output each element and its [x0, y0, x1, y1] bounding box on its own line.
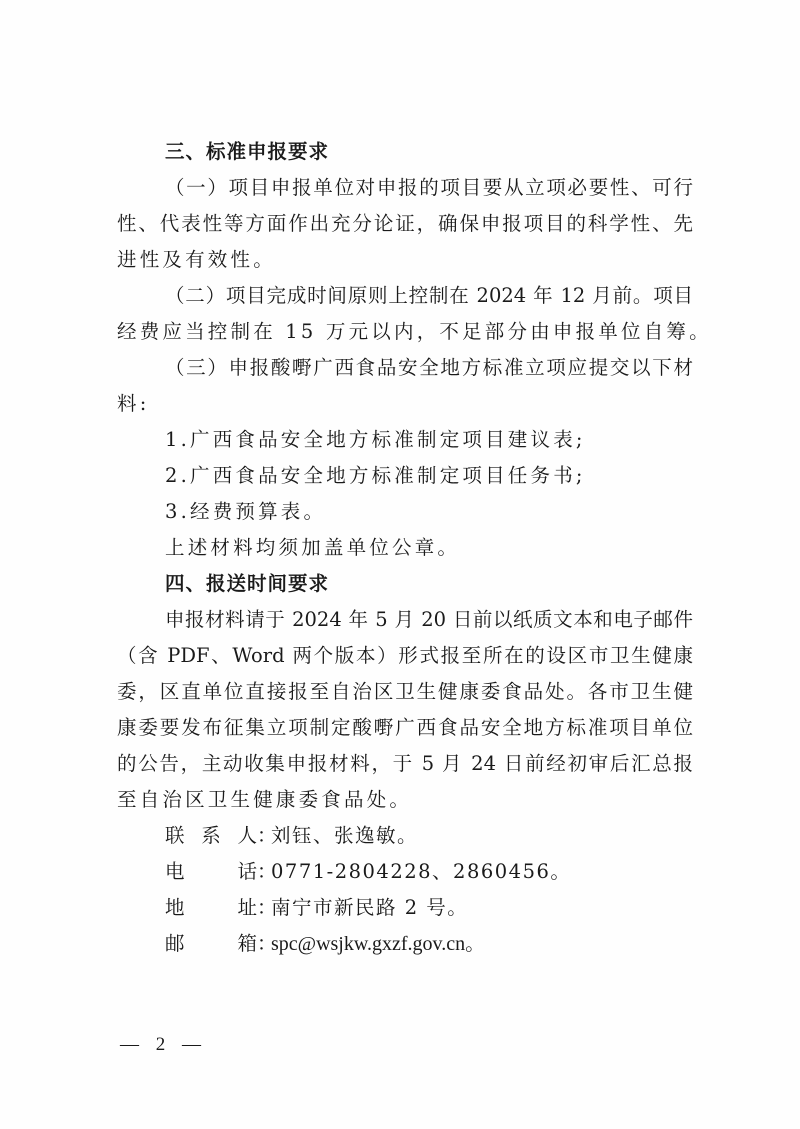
contact-phone-value: 0771-2804228、2860456。	[271, 860, 572, 883]
paragraph-line: 料:	[117, 392, 150, 415]
contact-person-label: 联系人	[165, 824, 257, 847]
seal-note: 上述材料均须加盖单位公章。	[165, 536, 461, 559]
contact-email	[165, 926, 485, 962]
paragraph-line: 性、代表性等方面作出充分论证，确保申报项目的科学性、先	[117, 212, 693, 235]
contact-phone	[165, 854, 571, 890]
paragraph-line: 经费应当控制在 15 万元以内，不足部分由申报单位自筹。	[117, 320, 712, 343]
paragraph-line: （一）项目申报单位对申报的项目要从立项必要性、可行	[165, 176, 693, 199]
page-number: — 2 —	[120, 1034, 207, 1055]
paragraph-line: 康委要发布征集立项制定酸嘢广西食品安全地方标准项目单位	[117, 716, 693, 739]
colon: ：	[257, 860, 277, 883]
contact-email-label: 邮 箱	[165, 932, 257, 955]
paragraph-line: 至自治区卫生健康委食品处。	[117, 788, 413, 811]
paragraph-line: 的公告，主动收集申报材料，于 5 月 24 日前经初审后汇总报	[117, 752, 693, 775]
section-heading-3: 三、标准申报要求	[165, 140, 330, 163]
contact-address-label: 地 址	[165, 896, 257, 919]
colon: ：	[257, 896, 277, 919]
paragraph-line: 申报材料请于 2024 年 5 月 20 日前以纸质文本和电子邮件	[165, 608, 693, 631]
material-item: 3.经费预算表。	[165, 500, 327, 523]
contact-person	[165, 818, 418, 854]
paragraph-line: （含 PDF、Word 两个版本）形式报至所在的设区市卫生健康	[117, 644, 693, 667]
paragraph-line: （二）项目完成时间原则上控制在 2024 年 12 月前。项目	[165, 284, 693, 307]
section-heading-4: 四、报送时间要求	[165, 572, 330, 595]
colon: ：	[257, 932, 277, 955]
material-item: 2.广西食品安全地方标准制定项目任务书;	[165, 464, 586, 487]
contact-address-value: 南宁市新民路 2 号。	[271, 896, 469, 919]
material-item: 1.广西食品安全地方标准制定项目建议表;	[165, 428, 586, 451]
paragraph-line: 进性及有效性。	[117, 248, 276, 271]
contact-address	[165, 890, 468, 926]
contact-person-value: 刘钰、张逸敏。	[271, 824, 419, 847]
colon: ：	[257, 824, 277, 847]
contact-email-value: spc@wsjkw.gxzf.gov.cn。	[271, 933, 486, 955]
paragraph-line: 委，区直单位直接报至自治区卫生健康委食品处。各市卫生健	[117, 680, 693, 703]
paragraph-line: （三）申报酸嘢广西食品安全地方标准立项应提交以下材	[165, 356, 693, 379]
contact-phone-label: 电 话	[165, 860, 257, 883]
